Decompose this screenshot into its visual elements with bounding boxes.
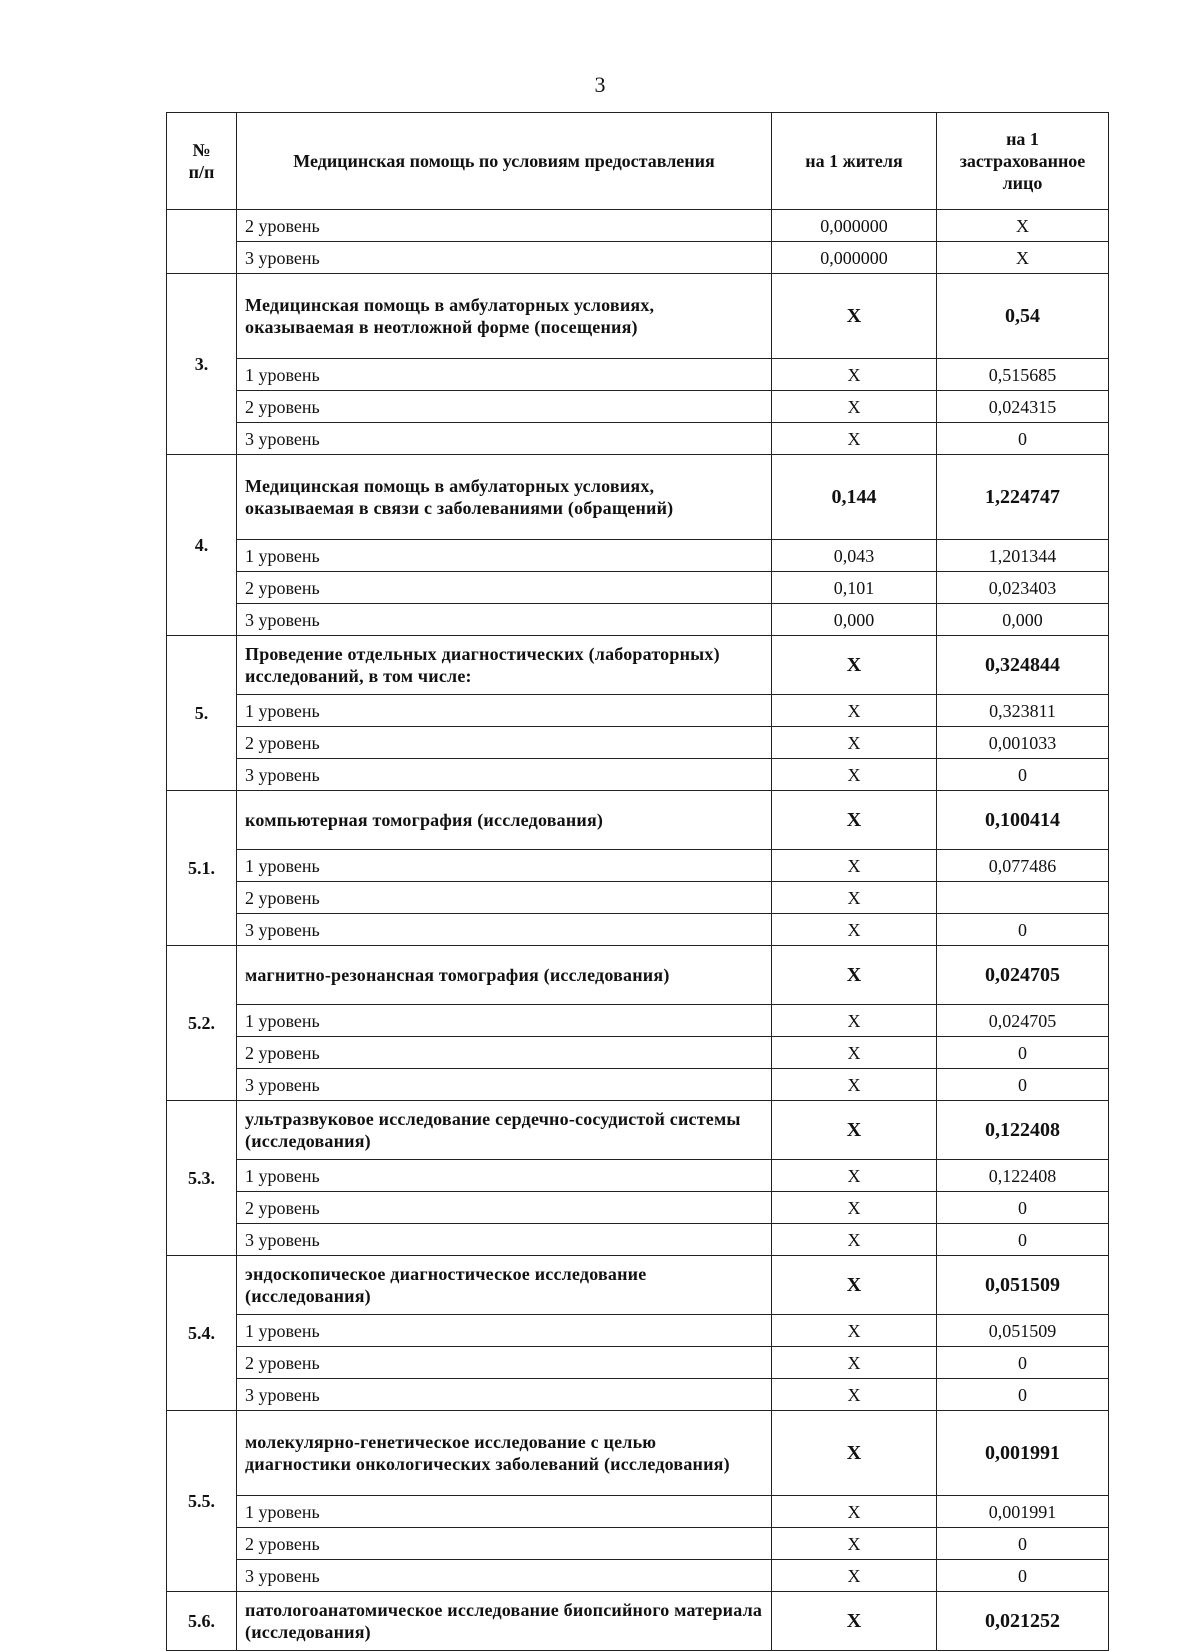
level-label: 1 уровень xyxy=(237,1160,772,1192)
value-per-resident: Х xyxy=(772,1037,937,1069)
value-per-resident: Х xyxy=(772,636,937,695)
level-row xyxy=(167,914,1109,946)
section-title: эндоскопическое диагностическое исследование (исследования) xyxy=(237,1256,772,1315)
row-number xyxy=(167,210,237,274)
row-number: 5.5. xyxy=(167,1411,237,1592)
section-row xyxy=(167,636,1109,695)
section-title: молекулярно-генетическое исследование с целью диагностики онкологических заболеваний (исследования) xyxy=(237,1411,772,1496)
section-row xyxy=(167,1592,1109,1651)
level-row xyxy=(167,359,1109,391)
value-per-resident: Х xyxy=(772,1560,937,1592)
value-per-resident: Х xyxy=(772,1192,937,1224)
value-per-resident: 0,101 xyxy=(772,572,937,604)
level-row xyxy=(167,391,1109,423)
value-per-resident: Х xyxy=(772,1315,937,1347)
header-per-resident: на 1 жителя xyxy=(772,113,937,210)
level-row xyxy=(167,242,1109,274)
value-per-insured: 0,051509 xyxy=(937,1256,1109,1315)
value-per-resident: Х xyxy=(772,391,937,423)
value-per-resident: 0,000000 xyxy=(772,242,937,274)
level-label: 1 уровень xyxy=(237,1496,772,1528)
value-per-resident: Х xyxy=(772,274,937,359)
value-per-insured: 0,000 xyxy=(937,604,1109,636)
level-label: 3 уровень xyxy=(237,423,772,455)
value-per-insured: 0 xyxy=(937,1347,1109,1379)
level-label: 2 уровень xyxy=(237,572,772,604)
table-header-row xyxy=(167,113,1109,210)
level-row xyxy=(167,423,1109,455)
level-row xyxy=(167,540,1109,572)
value-per-resident: Х xyxy=(772,946,937,1005)
value-per-insured: 0,122408 xyxy=(937,1101,1109,1160)
value-per-resident: Х xyxy=(772,850,937,882)
level-label: 2 уровень xyxy=(237,1192,772,1224)
row-number: 4. xyxy=(167,455,237,636)
level-label: 2 уровень xyxy=(237,391,772,423)
level-label: 3 уровень xyxy=(237,604,772,636)
value-per-insured: 0,001033 xyxy=(937,727,1109,759)
level-row xyxy=(167,1069,1109,1101)
level-label: 3 уровень xyxy=(237,1560,772,1592)
value-per-insured: 0,077486 xyxy=(937,850,1109,882)
value-per-resident: Х xyxy=(772,1528,937,1560)
value-per-resident: Х xyxy=(772,1005,937,1037)
level-label: 2 уровень xyxy=(237,882,772,914)
value-per-resident: Х xyxy=(772,695,937,727)
value-per-insured: 1,201344 xyxy=(937,540,1109,572)
header-num: № п/п xyxy=(167,113,237,210)
value-per-resident: 0,043 xyxy=(772,540,937,572)
value-per-resident: Х xyxy=(772,1496,937,1528)
row-number: 5. xyxy=(167,636,237,791)
rates-table xyxy=(166,112,1109,1651)
level-row xyxy=(167,604,1109,636)
value-per-resident: Х xyxy=(772,791,937,850)
level-row xyxy=(167,1560,1109,1592)
level-row xyxy=(167,850,1109,882)
header-name: Медицинская помощь по условиям предоставления xyxy=(237,113,772,210)
section-row xyxy=(167,791,1109,850)
section-title: Медицинская помощь в амбулаторных условиях, оказываемая в связи с заболеваниями (обращений) xyxy=(237,455,772,540)
level-label: 1 уровень xyxy=(237,695,772,727)
level-label: 3 уровень xyxy=(237,1224,772,1256)
value-per-insured: 0 xyxy=(937,759,1109,791)
value-per-resident: Х xyxy=(772,359,937,391)
value-per-resident: Х xyxy=(772,1379,937,1411)
level-row xyxy=(167,1224,1109,1256)
level-label: 1 уровень xyxy=(237,359,772,391)
value-per-insured: 0 xyxy=(937,1224,1109,1256)
value-per-resident: Х xyxy=(772,1101,937,1160)
value-per-insured: 0,021252 xyxy=(937,1592,1109,1651)
header-per-insured: на 1 застрахованное лицо xyxy=(937,113,1109,210)
level-label: 2 уровень xyxy=(237,1037,772,1069)
value-per-insured: 0,024705 xyxy=(937,946,1109,1005)
value-per-resident: 0,000000 xyxy=(772,210,937,242)
value-per-resident: Х xyxy=(772,423,937,455)
level-label: 3 уровень xyxy=(237,1379,772,1411)
section-title: Проведение отдельных диагностических (лабораторных) исследований, в том числе: xyxy=(237,636,772,695)
value-per-insured: 0 xyxy=(937,1379,1109,1411)
value-per-insured: 1,224747 xyxy=(937,455,1109,540)
level-row xyxy=(167,572,1109,604)
level-label: 2 уровень xyxy=(237,727,772,759)
section-title: патологоанатомическое исследование биопсийного материала (исследования) xyxy=(237,1592,772,1651)
section-row xyxy=(167,1256,1109,1315)
value-per-insured: 0,515685 xyxy=(937,359,1109,391)
row-number: 3. xyxy=(167,274,237,455)
section-row xyxy=(167,946,1109,1005)
value-per-insured: 0 xyxy=(937,1560,1109,1592)
level-row xyxy=(167,727,1109,759)
value-per-insured: 0,122408 xyxy=(937,1160,1109,1192)
value-per-insured xyxy=(937,882,1109,914)
level-label: 1 уровень xyxy=(237,850,772,882)
value-per-insured: 0 xyxy=(937,1192,1109,1224)
value-per-resident: Х xyxy=(772,1347,937,1379)
level-row xyxy=(167,1192,1109,1224)
value-per-insured: 0,323811 xyxy=(937,695,1109,727)
value-per-resident: Х xyxy=(772,1592,937,1651)
level-label: 3 уровень xyxy=(237,914,772,946)
level-row xyxy=(167,1379,1109,1411)
value-per-resident: Х xyxy=(772,914,937,946)
value-per-insured: 0,024705 xyxy=(937,1005,1109,1037)
level-row xyxy=(167,882,1109,914)
level-label: 3 уровень xyxy=(237,242,772,274)
value-per-insured: 0,54 xyxy=(937,274,1109,359)
section-title: компьютерная томография (исследования) xyxy=(237,791,772,850)
section-row xyxy=(167,1411,1109,1496)
value-per-insured: 0 xyxy=(937,1069,1109,1101)
level-label: 1 уровень xyxy=(237,1315,772,1347)
row-number: 5.1. xyxy=(167,791,237,946)
level-label: 1 уровень xyxy=(237,1005,772,1037)
value-per-insured: 0 xyxy=(937,1528,1109,1560)
level-label: 2 уровень xyxy=(237,1528,772,1560)
level-label: 1 уровень xyxy=(237,540,772,572)
value-per-insured: 0 xyxy=(937,423,1109,455)
row-number: 5.6. xyxy=(167,1592,237,1651)
value-per-insured: 0,024315 xyxy=(937,391,1109,423)
level-row xyxy=(167,1496,1109,1528)
section-title: Медицинская помощь в амбулаторных условиях, оказываемая в неотложной форме (посещения) xyxy=(237,274,772,359)
level-row xyxy=(167,1347,1109,1379)
level-label: 2 уровень xyxy=(237,1347,772,1379)
row-number: 5.4. xyxy=(167,1256,237,1411)
value-per-insured: 0 xyxy=(937,1037,1109,1069)
section-row xyxy=(167,1101,1109,1160)
level-row xyxy=(167,210,1109,242)
value-per-insured: Х xyxy=(937,242,1109,274)
value-per-resident: Х xyxy=(772,1069,937,1101)
level-row xyxy=(167,1037,1109,1069)
section-row xyxy=(167,274,1109,359)
value-per-insured: 0,100414 xyxy=(937,791,1109,850)
page-number: 3 xyxy=(594,72,606,97)
value-per-insured: 0,001991 xyxy=(937,1411,1109,1496)
level-row xyxy=(167,1160,1109,1192)
level-row xyxy=(167,1005,1109,1037)
level-row xyxy=(167,1528,1109,1560)
value-per-resident: Х xyxy=(772,759,937,791)
value-per-insured: Х xyxy=(937,210,1109,242)
level-row xyxy=(167,759,1109,791)
value-per-resident: Х xyxy=(772,1224,937,1256)
value-per-resident: Х xyxy=(772,727,937,759)
level-row xyxy=(167,695,1109,727)
value-per-insured: 0,023403 xyxy=(937,572,1109,604)
value-per-resident: Х xyxy=(772,1411,937,1496)
row-number: 5.3. xyxy=(167,1101,237,1256)
value-per-resident: Х xyxy=(772,1256,937,1315)
value-per-insured: 0,051509 xyxy=(937,1315,1109,1347)
section-title: ультразвуковое исследование сердечно-сосудистой системы (исследования) xyxy=(237,1101,772,1160)
value-per-resident: 0,144 xyxy=(772,455,937,540)
value-per-insured: 0 xyxy=(937,914,1109,946)
section-row xyxy=(167,455,1109,540)
value-per-resident: 0,000 xyxy=(772,604,937,636)
value-per-resident: Х xyxy=(772,1160,937,1192)
level-label: 3 уровень xyxy=(237,1069,772,1101)
section-title: магнитно-резонансная томография (исследования) xyxy=(237,946,772,1005)
row-number: 5.2. xyxy=(167,946,237,1101)
level-row xyxy=(167,1315,1109,1347)
value-per-insured: 0,324844 xyxy=(937,636,1109,695)
level-label: 2 уровень xyxy=(237,210,772,242)
level-label: 3 уровень xyxy=(237,759,772,791)
value-per-insured: 0,001991 xyxy=(937,1496,1109,1528)
value-per-resident: Х xyxy=(772,882,937,914)
